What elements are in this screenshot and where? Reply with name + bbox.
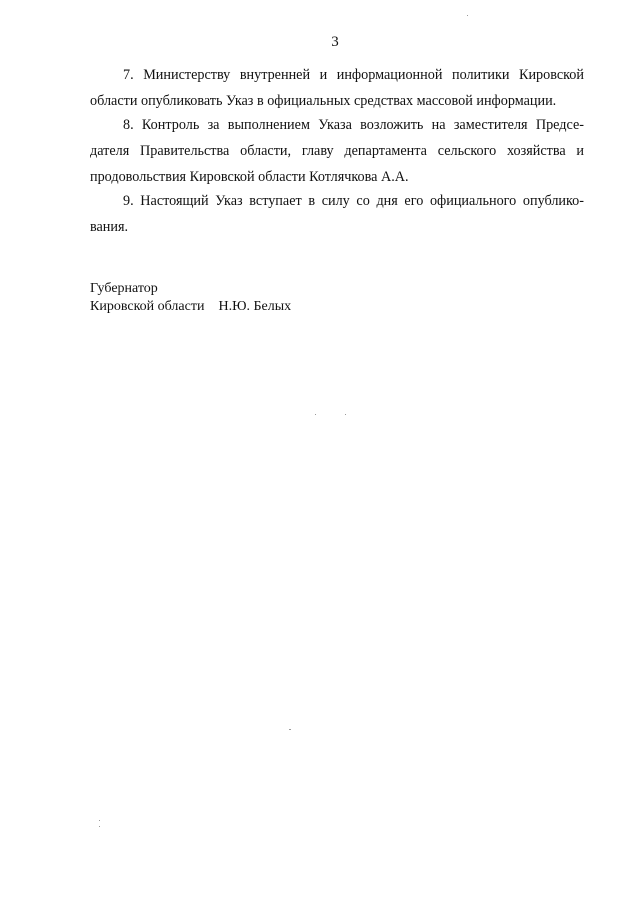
scan-speck — [99, 820, 100, 821]
paragraph-line: вания. — [90, 219, 129, 235]
page-number: 3 — [331, 34, 339, 50]
signature-title-line-2: Кировской области — [90, 299, 205, 314]
paragraph-line: 9. Настоящий Указ вступает в силу со дня его официального опублико- — [123, 193, 584, 209]
signatory-name: Н.Ю. Белых — [218, 299, 292, 314]
paragraph-line: 8. Контроль за выполнением Указа возложить на заместителя Предсе- — [123, 117, 584, 133]
scan-speck — [345, 414, 346, 415]
paragraph-8 — [90, 112, 584, 190]
paragraph-line: продовольствия Кировской области Котлячкова А.А. — [90, 169, 409, 185]
signature-title-line-1: Губернатор — [90, 281, 158, 296]
paragraph-line: дателя Правительства области, главу департамента сельского хозяйства и — [90, 143, 584, 159]
scan-speck — [315, 414, 316, 415]
paragraph-9 — [90, 188, 584, 240]
scan-speck — [467, 15, 468, 16]
paragraph-7 — [90, 62, 584, 114]
scan-speck — [289, 729, 291, 730]
paragraph-line: 7. Министерству внутренней и информационной политики Кировской — [123, 67, 584, 83]
signature-block — [90, 280, 291, 316]
scan-speck — [99, 826, 100, 827]
paragraph-line: области опубликовать Указ в официальных средствах массовой информации. — [90, 93, 557, 109]
signature-title-row — [90, 298, 291, 316]
